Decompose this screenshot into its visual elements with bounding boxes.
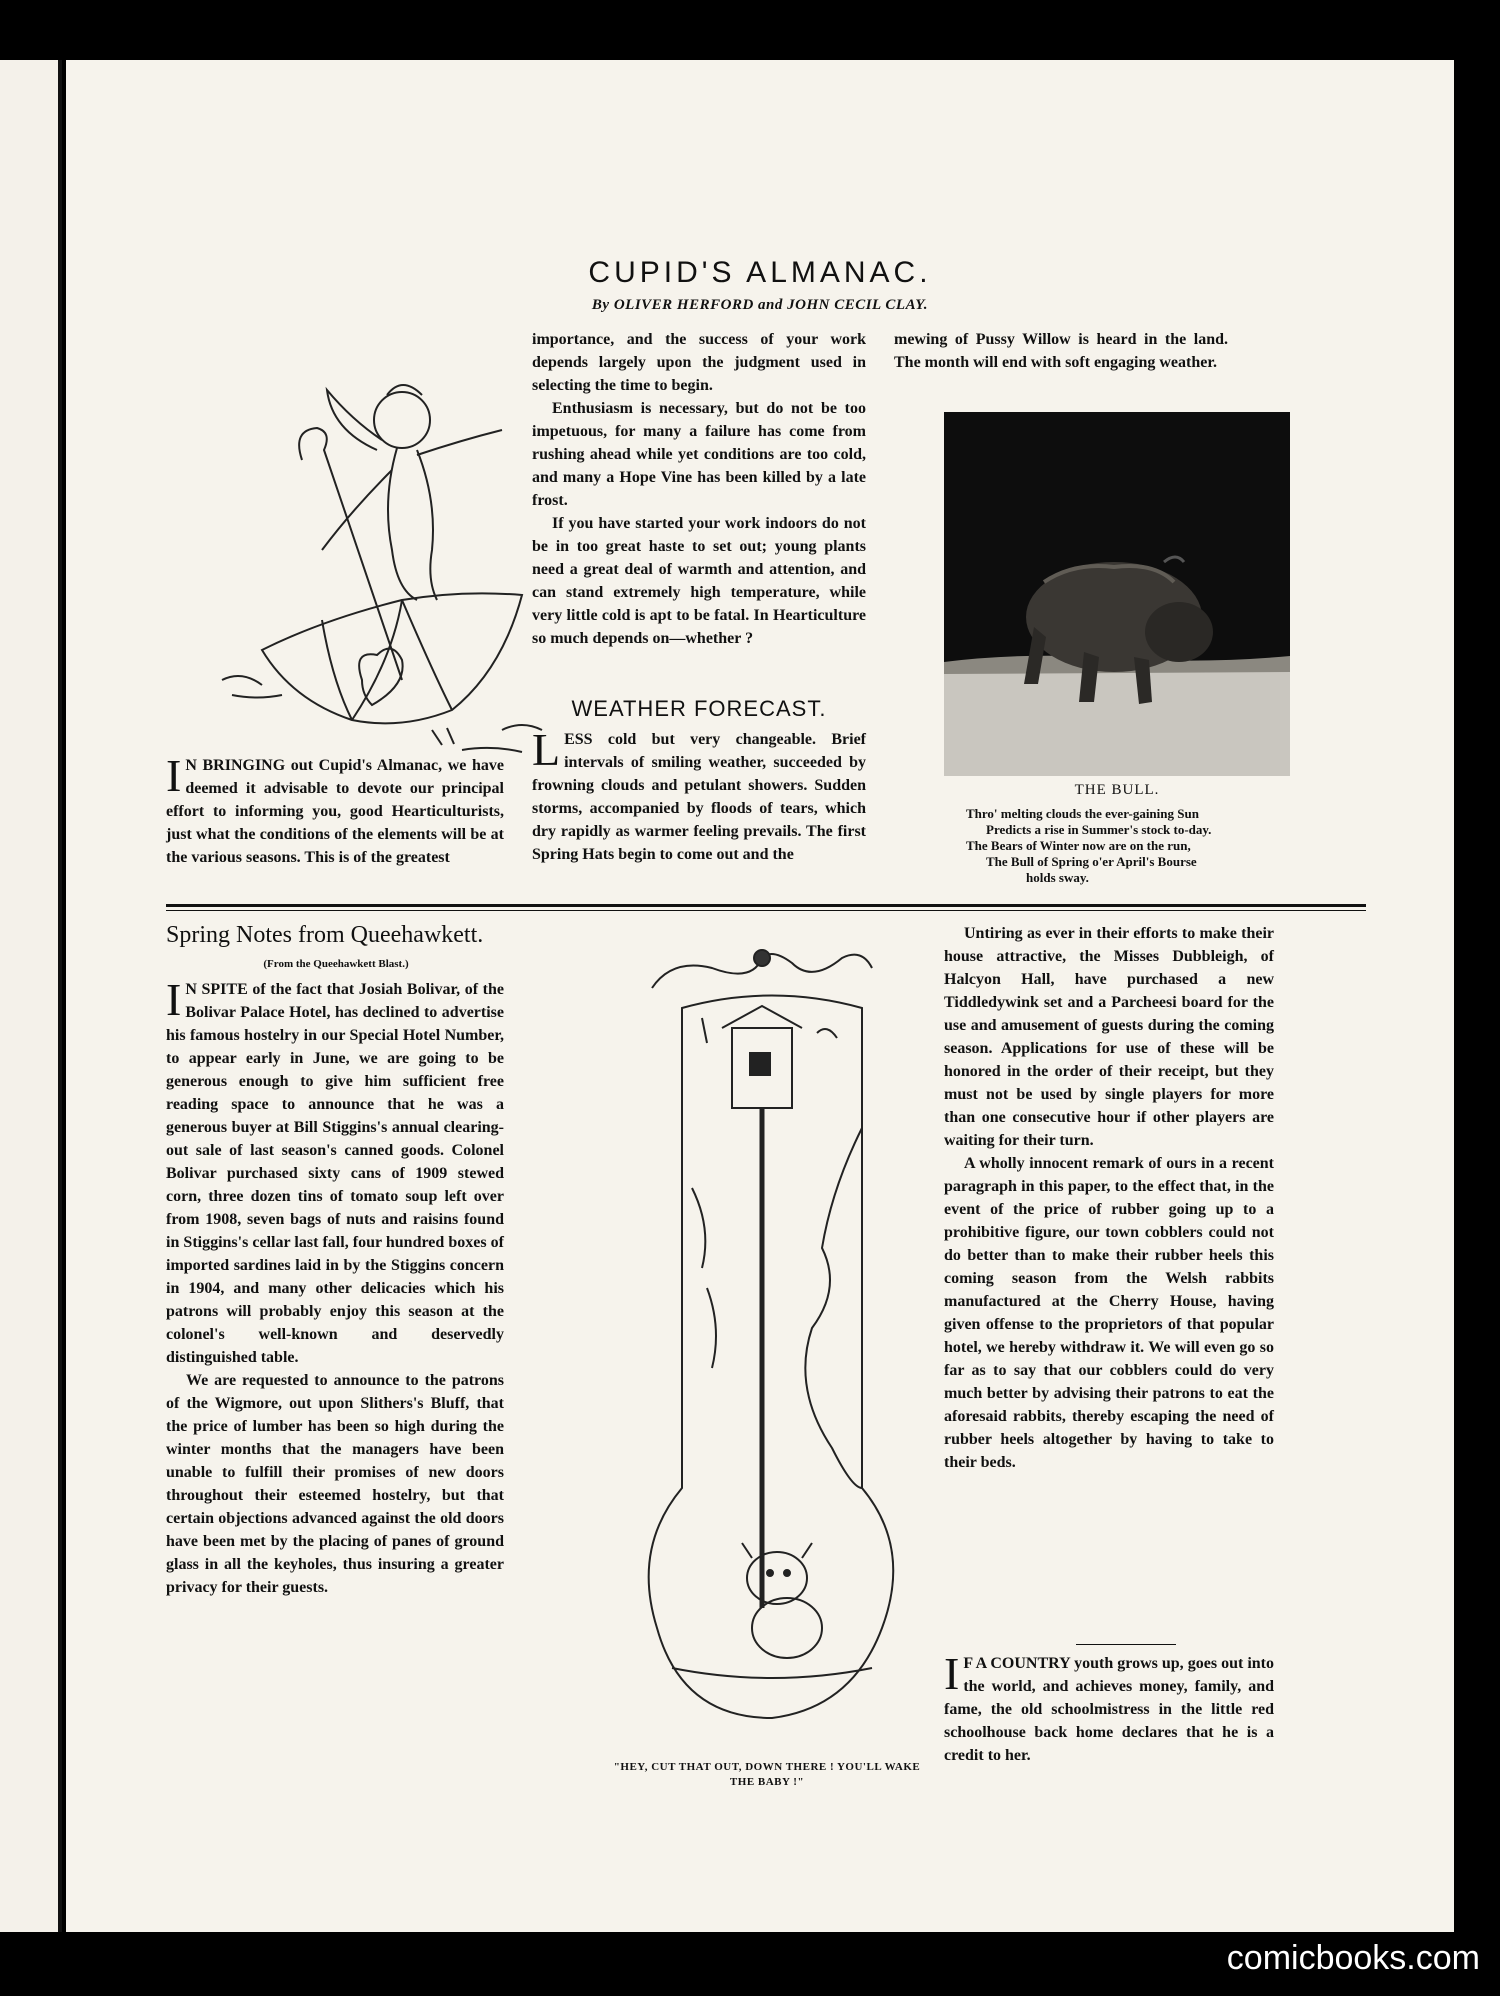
- queehawkett-column-1: [166, 974, 504, 1599]
- weather-forecast-text: [532, 724, 866, 866]
- cartoon-caption: "HEY, CUT THAT OUT, DOWN THERE ! YOU'LL WAKE THE BABY !": [613, 1761, 921, 1788]
- bull-verse: [966, 806, 1306, 886]
- verse-line: The Bull of Spring o'er April's Bourse: [986, 854, 1197, 869]
- almanac-paragraph: importance, and the success of your work depends largely upon the judgment used in selecting the time to begin.: [532, 331, 866, 394]
- byline: By OLIVER HERFORD and JOHN CECIL CLAY.: [591, 297, 929, 313]
- weather-forecast-heading: WEATHER FORECAST.: [571, 696, 827, 721]
- queehawkett-paragraph: A wholly innocent remark of ours in a recent paragraph in this paper, to the effect that, in the event of the price of rubber going up to a prohibitive figure, our town cobblers could not do better than to make their rubber heels this coming season from the Welsh rabbits manufactured at the Cherry House, having given offense to the proprietors of that popular hotel, we hereby withdraw it. We will even go so far as to say that our cobblers could do very much better by advising their patrons to eat the aforesaid rabbits, thereby escaping the need of rubber heels altogether by having to take to their beds.: [944, 1155, 1274, 1471]
- queehawkett-paragraph: We are requested to announce to the patrons of the Wigmore, out upon Slithers's Bluff, that the price of lumber has been so high during the winter months that the managers have been unable to fulfill their promises of new doors throughout their esteemed hostelry, but that certain objections advanced against the old doors have been met by the placing of panes of ground glass in all the keyholes, thus insuring a greater privacy for their guests.: [166, 1372, 504, 1596]
- almanac-paragraph: If you have started your work indoors do not be in too great haste to set out; young plants need a great deal of warmth and attention, and can stand extremely high temperature, while very little cold is apt to be fatal. In Hearticulture so much depends on—whether ?: [532, 515, 866, 647]
- almanac-column-3: mewing of Pussy Willow is heard in the land. The month will end with soft engaging weather.: [894, 331, 1228, 371]
- intro-dropcap: I: [166, 750, 182, 801]
- queehawkett-source: (From the Queehawkett Blast.): [263, 958, 409, 970]
- verse-line: Thro' melting clouds the ever-gaining Sun: [966, 806, 1199, 821]
- site-watermark: comicbooks.com: [1226, 1939, 1480, 1977]
- queehawkett-paragraph: N SPITE of the fact that Josiah Bolivar, of the Bolivar Palace Hotel, has declined to advertise his famous hostelry in our Special Hotel Number, to appear early in June, we are going to be generous enough to give him sufficient free reading space to announce that he was a generous buyer at Bill Stiggins's annual clearing-out sale of last season's canned goods. Colonel Bolivar purchased sixty cans of 1909 stewed corn, three dozen tins of tomato soup left over from 1908, seven bags of nuts and raisins found in Stiggins's cellar last fall, four hundred boxes of imported sardines laid in by the Stiggins concern in 1904, and many other delicacies which his patrons will probably enjoy this season at the colonel's well-known and deservedly distinguished table.: [166, 981, 504, 1366]
- left-page-edge: [0, 60, 62, 1932]
- forecast-body: ESS cold but very changeable. Brief intervals of smiling weather, succeeded by frowning clouds and petulant showers. Sudden storms, accompanied by floods of tears, which dry rapidly as warmer feeling prevails. The first Spring Hats begin to come out and the: [532, 731, 866, 863]
- almanac-intro: [166, 750, 504, 869]
- magazine-page: [66, 60, 1454, 1932]
- bull-photo: [944, 412, 1290, 776]
- queehawkett-heading: Spring Notes from Queehawkett.: [166, 922, 484, 948]
- thermometer-cartoon: [612, 928, 922, 1748]
- queehawkett-paragraph: F A COUNTRY youth grows up, goes out into the world, and achieves money, family, and fame, the old schoolmistress in the little red schoolhouse back home declares that he is a credit to her.: [944, 1655, 1274, 1764]
- almanac-paragraph: Enthusiasm is necessary, but do not be too impetuous, for many a failure has come from rushing ahead while yet conditions are too cold, and many a Hope Vine has been killed by a late frost.: [532, 400, 866, 509]
- verse-line: The Bears of Winter now are on the run,: [966, 838, 1191, 853]
- almanac-column-2: [532, 328, 866, 650]
- queehawkett-paragraph: Untiring as ever in their efforts to make their house attractive, the Misses Dubbleigh, of Halcyon Hall, have purchased a new Tiddledywink set and a Parcheesi board for the use and amusement of guests during the coming season. Applications for use of these will be honored in the order of their receipt, but they must not be used by single players for more than one consecutive hour if other players are waiting for their turn.: [944, 925, 1274, 1149]
- p5-dropcap: I: [944, 1648, 960, 1699]
- verse-line: Predicts a rise in Summer's stock to-day.: [986, 822, 1212, 837]
- p1-dropcap: I: [166, 974, 182, 1025]
- section-divider: [166, 910, 1366, 911]
- intro-text: N BRINGING out Cupid's Almanac, we have deemed it advisable to devote our principal effort to informing you, good Hearticulturists, just what the conditions of the elements will be at the various seasons. This is of the greatest: [166, 757, 504, 866]
- queehawkett-column-3: [944, 922, 1274, 1474]
- forecast-dropcap: L: [532, 724, 561, 775]
- bull-caption: THE BULL.: [1074, 782, 1160, 798]
- queehawkett-closing: [944, 1648, 1274, 1767]
- section-divider: [166, 904, 1366, 907]
- verse-line: holds sway.: [1026, 870, 1089, 885]
- page-title: CUPID'S ALMANAC.: [588, 256, 932, 289]
- paragraph-rule: [1076, 1644, 1176, 1645]
